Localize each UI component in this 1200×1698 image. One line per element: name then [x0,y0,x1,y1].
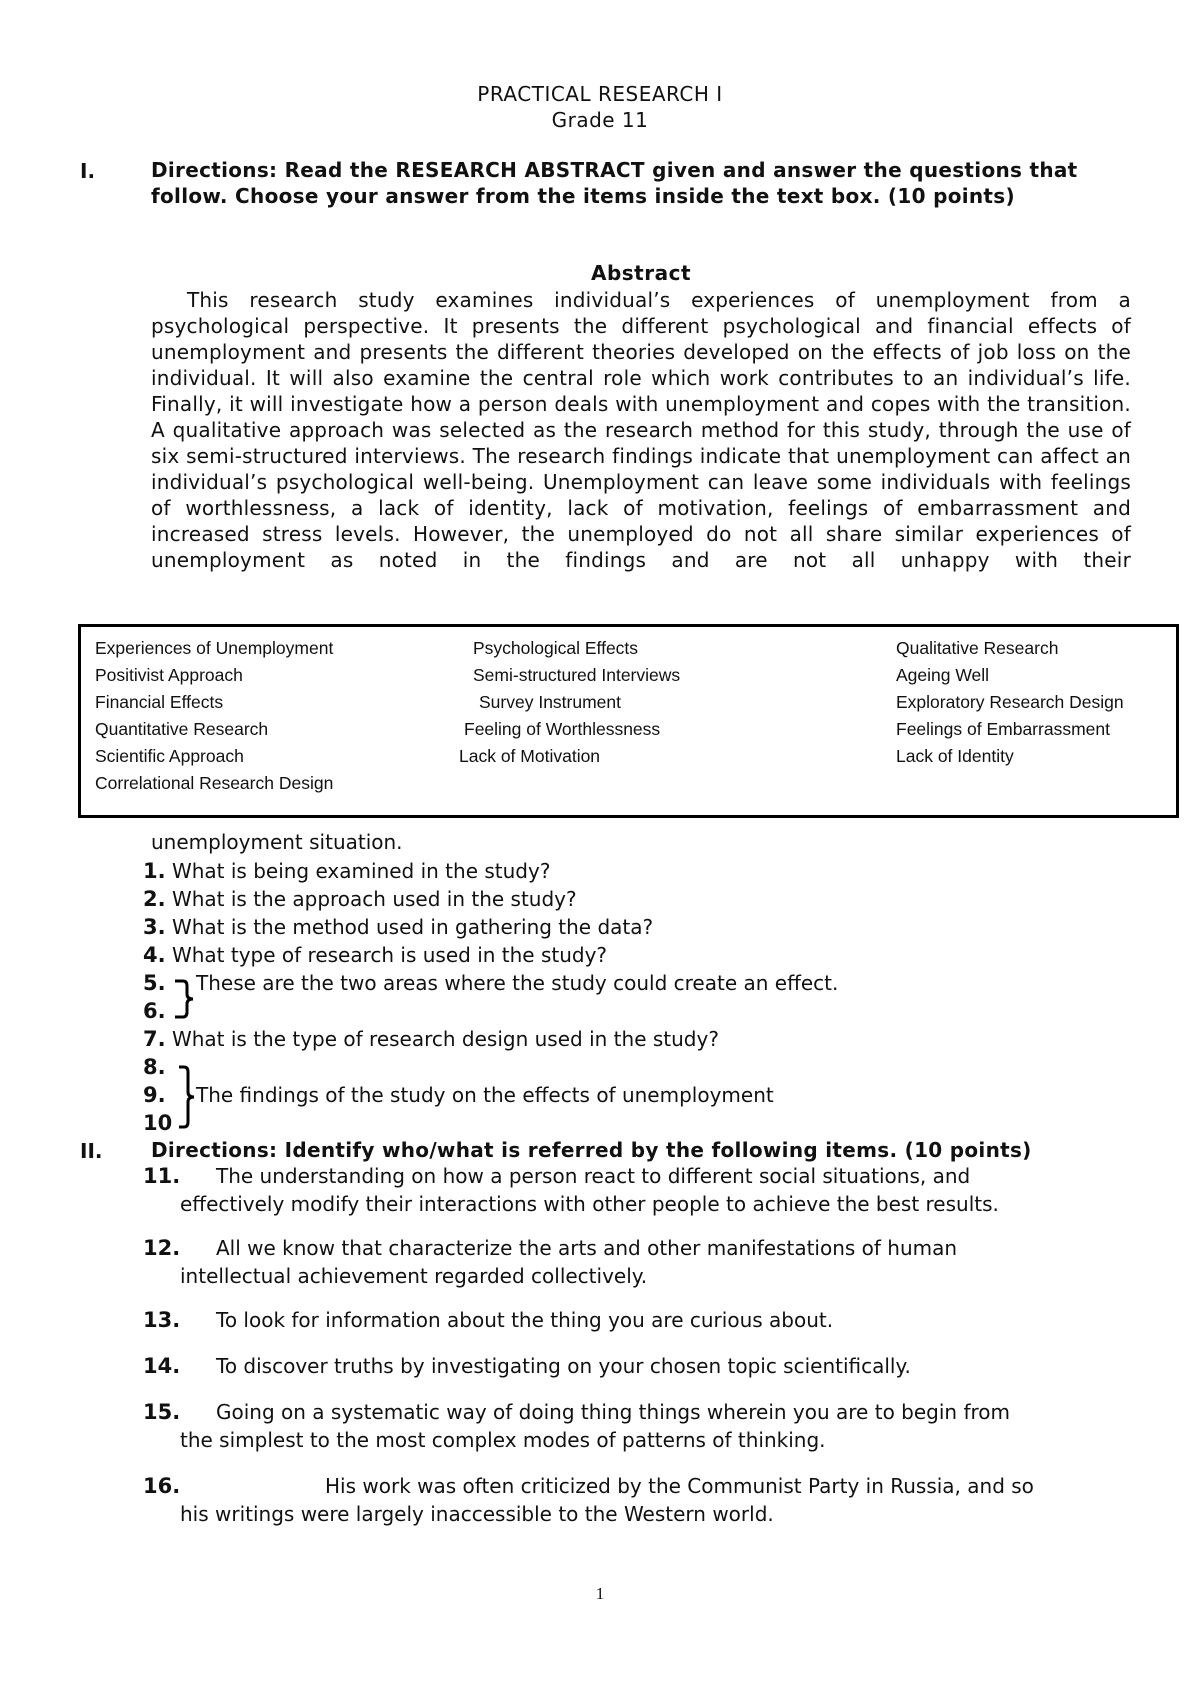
item-text-continued: effectively modify their interactions with other people to achieve the best results. [180,1192,999,1216]
document-title: PRACTICAL RESEARCH I [477,82,723,106]
item-number: 11. [143,1164,181,1188]
item-text: All we know that characterize the arts and other manifestations of human [216,1236,958,1260]
choice-item: Positivist Approach [95,665,243,685]
choice-item: Lack of Identity [896,746,1014,766]
item-number: 14. [143,1354,181,1378]
question-text: What is the approach used in the study? [171,887,577,911]
abstract-paragraph: This research study examines individual’s experiences of unemployment from a psychological perspective. It presents the different psychological and financial effects of unemployment and presents the different theories developed on the effects of job loss on the individual. It will also examine the central role which work contributes to an individual’s life. Finally, it will investigate how a person deals with unemployment and copes with the transition. A qualitative approach was selected as the research method for this study, through the use of six semi-structured interviews. The research findings indicate that unemployment can affect an individual’s psychological well-being. Unemployment can leave some individuals with feelings of worthlessness, a lack of identity, lack of motivation, feelings of embarrassment and increased stress levels. However, the unemployed do not all share similar experiences of unemployment as noted in the findings and are not all unhappy with their [151,288,1131,572]
section-1-numeral: I. [80,159,96,183]
question-4 [143,943,607,967]
section-2-directions: Directions: Identify who/what is referred by the following items. (10 points) [151,1138,1032,1162]
item-16 [143,1472,1123,1528]
item-12 [143,1234,1123,1290]
choice-item: Qualitative Research [896,638,1059,658]
choice-item: Semi-structured Interviews [473,665,681,685]
item-text: His work was often criticized by the Communist Party in Russia, and so [325,1474,1034,1498]
question-number: 1. [143,859,166,883]
question-9 [143,1083,166,1107]
question-number: 3. [143,915,166,939]
choice-item: Ageing Well [896,665,990,685]
question-5-6-text: These are the two areas where the study could create an effect. [196,971,839,995]
item-15 [143,1398,1123,1454]
item-text-continued: the simplest to the most complex modes of patterns of thinking. [180,1428,826,1452]
item-text: To look for information about the thing you are curious about. [216,1308,834,1332]
section-1-directions: Directions: Read the RESEARCH ABSTRACT given and answer the questions that follow. Choose your answer from the items inside the text box. (10 points) [151,158,1078,208]
choice-item: Quantitative Research [95,719,269,739]
choice-item: Exploratory Research Design [896,692,1124,712]
question-number: 10 [143,1111,173,1135]
question-1 [143,859,550,883]
question-text: What is the method used in gathering the data? [171,915,654,939]
question-text: What is the type of research design used in the study? [171,1027,719,1051]
question-number: 2. [143,887,166,911]
choice-item: Psychological Effects [473,638,639,658]
item-number: 12. [143,1236,181,1260]
question-number: 7. [143,1027,166,1051]
question-6 [143,999,166,1023]
abstract-heading: Abstract [590,261,692,285]
grade-label: Grade 11 [551,108,649,132]
choice-item: Feeling of Worthlessness [464,719,661,739]
question-8-10-text: The findings of the study on the effects of unemployment [196,1083,774,1107]
item-14 [143,1352,1123,1380]
question-number: 8. [143,1055,166,1079]
item-text: Going on a systematic way of doing thing things wherein you are to begin from [216,1400,1010,1424]
right-brace-icon [176,1064,198,1130]
item-text: The understanding on how a person react to different social situations, and [216,1164,971,1188]
item-13 [143,1306,1123,1334]
question-7 [143,1027,719,1051]
question-10 [143,1111,172,1135]
item-11 [143,1162,1123,1218]
question-number: 9. [143,1083,166,1107]
question-text: What is being examined in the study? [171,859,551,883]
page-number: 1 [595,1584,605,1603]
question-8 [143,1055,166,1079]
choice-item: Financial Effects [95,692,224,712]
item-number: 16. [143,1474,181,1498]
question-3 [143,915,653,939]
question-number: 5. [143,971,166,995]
choice-item: Correlational Research Design [95,773,334,793]
right-brace-icon [172,978,196,1020]
question-text: What type of research is used in the study? [171,943,608,967]
item-text-continued: his writings were largely inaccessible to the Western world. [180,1502,774,1526]
choice-item: Feelings of Embarrassment [896,719,1110,739]
choice-item: Survey Instrument [479,692,621,712]
choice-item: Scientific Approach [95,746,244,766]
question-5 [143,971,166,995]
item-number: 15. [143,1400,181,1424]
section-2-numeral: II. [80,1139,103,1163]
answer-choices-box [78,624,1179,818]
question-number: 4. [143,943,166,967]
item-number: 13. [143,1308,181,1332]
question-number: 6. [143,999,166,1023]
item-text-continued: intellectual achievement regarded collectively. [180,1264,648,1288]
question-2 [143,887,577,911]
abstract-continuation: unemployment situation. [151,830,403,854]
choice-item: Experiences of Unemployment [95,638,334,658]
item-text: To discover truths by investigating on your chosen topic scientifically. [216,1354,911,1378]
choice-item: Lack of Motivation [459,746,601,766]
abstract-text [151,287,1131,572]
